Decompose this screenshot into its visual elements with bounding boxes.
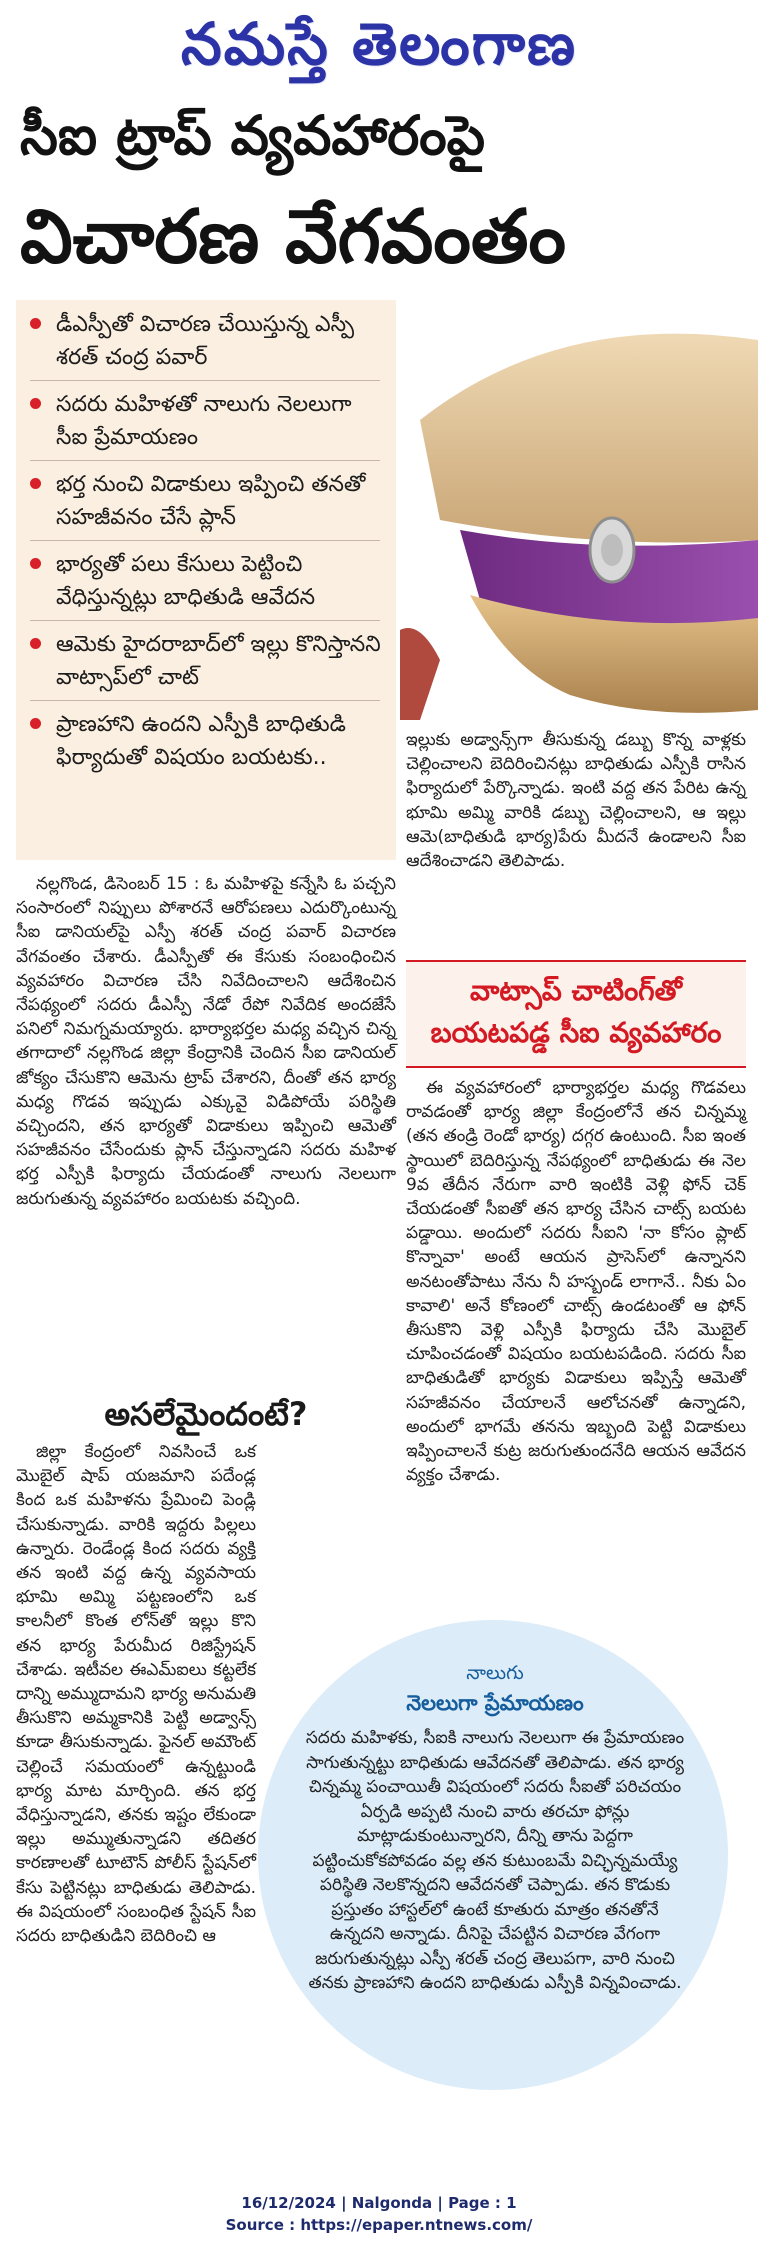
bullet-icon (30, 318, 41, 329)
highlight-item (30, 388, 386, 454)
footer-date-line: 16/12/2024 | Nalgonda | Page : 1 (241, 2194, 517, 2212)
divider (30, 700, 380, 701)
left-column-body (16, 872, 396, 1219)
section-heading: అసలేమైందంటే? (104, 1395, 308, 1433)
bullet-icon (30, 558, 41, 569)
right-column-body (406, 1076, 746, 1495)
highlight-text: డీఎస్పీతో విచారణ చేయిస్తున్న ఎస్పీ శరత్ చంద్ర పవార్ (56, 312, 355, 370)
divider (30, 620, 380, 621)
sidebar-text: సదరు మహిళకు, సీఐకి నాలుగు నెలలుగా ఈ ప్రేమాయణం సాగుతున్నట్టు బాధితుడు ఆవేదనతో తెలిపాడు. తన భార్య చిన్నమ్మ పంచాయితీ విషయంలో సదరు సీఐతో పరిచయం ఏర్పడి అప్పటి నుంచి వారు తరచూ ఫోన్లు మాట్లాడుకుంటున్నారని, దీన్ని తాను పెద్దగా పట్టించుకోకపోవడం వల్ల తన కుటుంబమే విచ్ఛిన్నమయ్యే పరిస్థితి నెలకొన్నదని ఆవేదనతో చెప్పాడు. తన కొడుకు ప్రస్తుతం హాస్టల్‌లో ఉంటే కూతురు మాత్రం తనతోనే ఉన్నదని అన్నాడు. దీనిపై చేపట్టిన విచారణ వేగంగా జరుగుతున్నట్లు ఎస్పీ శరత్ చంద్ర తెలుపగా, వారి నుంచి తనకు ప్రాణహాని ఉందని బాధితుడు ఎస్పీకి విన్నవించాడు. (305, 1728, 685, 1993)
paragraph: జిల్లా కేంద్రంలో నివసించే ఒక మొబైల్ షాప్ యజమాని పదేండ్ల కింద ఒక మహిళను ప్రేమించి పెండ్లి చేసుకున్నాడు. వారికి ఇద్దరు పిల్లలు ఉన్నారు. రెండేండ్ల కింద సదరు వ్యక్తి తన ఇంటి వద్ద ఉన్న వ్యవసాయ భూమి అమ్మి పట్టణంలోని ఒక కాలనీలో కొంత లోన్‌తో ఇల్లు కొని తన భార్య పేరుమీద రిజిస్ట్రేషన్ చేశాడు. ఇటీవల ఈఎమ్ఐలు కట్టలేక దాన్ని అమ్ముదామని భార్య అనుమతి తీసుకొని అమ్మకానికి పెట్టి అడ్వాన్స్ కూడా తీసుకున్నాడు. ఫైనల్ అమౌంట్ చెల్లించే సమయంలో ఉన్నట్టుండి భార్య మాట మార్చింది. తన భర్త వేధిస్తున్నాడని, తనకు ఇష్టం లేకుండా ఇల్లు అమ్ముతున్నాడని తదితర కారణాలతో టూటౌన్ పోలీస్ స్టేషన్‌లో కేసు పెట్టినట్లు బాధితుడు తెలిపాడు. ఈ విషయంలో సంబంధిత స్టేషన్ సీఐ సదరు బాధితుడిని బెదిరించి ఆ (16, 1442, 256, 1947)
bullet-icon (30, 638, 41, 649)
highlight-text: భర్త నుంచి విడాకులు ఇప్పించి తనతో సహజీవనం చేసే ప్లాన్ (56, 472, 366, 530)
highlight-text: సదరు మహిళతో నాలుగు నెలలుగా సీఐ ప్రేమాయణం (56, 392, 352, 450)
highlight-item (30, 548, 386, 614)
sidebar-title-line1: నాలుగు (466, 1662, 524, 1684)
sidebar-title-line2: నెలలుగా ప్రేమాయణం (406, 1691, 584, 1715)
highlight-item (30, 628, 386, 694)
highlight-item (30, 308, 386, 374)
bullet-icon (30, 478, 41, 489)
left-column-body-2 (16, 1440, 256, 1956)
highlight-item (30, 468, 386, 534)
bullet-icon (30, 718, 41, 729)
headline-line1: సీఐ ట్రాప్ వ్యవహారంపై (20, 104, 486, 167)
headline-line2: విచారణ వేగవంతం (20, 194, 566, 280)
divider (30, 540, 380, 541)
masthead-logo: నమస్తే తెలంగాణ (181, 10, 577, 78)
paragraph: ఈ వ్యవహారంలో భార్యాభర్తల మధ్య గొడవలు రావడంతో భార్య జిల్లా కేంద్రంలోనే తన చిన్నమ్మ (తన తండ్రి రెండో భార్య) దగ్గర ఉంటుంది. సీఐ ఇంత స్థాయిలో బెదిరిస్తున్న నేపథ్యంలో బాధితుడు ఈ నెల 9వ తేదీన నేరుగా వారి ఇంటికి వెళ్లి ఫోన్ చెక్ చేయడంతో సీఐతో తన భార్య చేసిన చాట్స్ బయట పడ్డాయి. అందులో సదరు సీఐని 'నా కోసం ప్లాట్ కొన్నావా' అంటే ఆయన ప్రాసెస్‌లో ఉన్నానని అనటంతోపాటు నేను నీ హస్బండ్ లాగానే.. నీకు ఏం కావాలి' అనే కోణంలో చాట్స్ ఉండటంతో ఆ ఫోన్ తీసుకొని వెళ్లి ఎస్పీకి ఫిర్యాదు చేసి మొబైల్ చూపించడంతో విషయం బయటపడింది. సదరు సీఐ బాధితుడితో భార్యకు విడాకులు ఇప్పిస్తే ఆమెతో సహజీవనం చేయాలనే ఆలోచనతో ఉన్నాడని, అందులో భాగమే తనను ఇబ్బంది పెట్టి విడాకులు ఇప్పించాలనే కుట్ర జరుగుతుందనేది ఆయన ఆవేదన వ్యక్తం చేశాడు. (406, 1078, 746, 1486)
subheading-line2: బయటపడ్డ సీఐ వ్యవహారం (430, 1016, 722, 1049)
highlight-text: ప్రాణహాని ఉందని ఎస్పీకి బాధితుడి ఫిర్యాదుతో విషయం బయటకు.. (56, 712, 346, 770)
paragraph: ఇల్లుకు అడ్వాన్స్‌గా తీసుకున్న డబ్బు కొన్న వాళ్లకు చెల్లించాలని బెదిరించినట్లు బాధితుడు ఎస్పీకి రాసిన ఫిర్యాదులో పేర్కొన్నాడు. ఇంటి వద్ద తన పేరిట ఉన్న భూమి అమ్మి వారికి డబ్బు చెల్లించాలని, ఆ ఇల్లు ఆమె(బాధితుడి భార్య)పేరు మీదనే ఉండాలని సీఐ ఆదేశించాడని తెలిపాడు. (406, 730, 746, 872)
paragraph: నల్లగొండ, డిసెంబర్ 15 : ఓ మహిళపై కన్నేసి ఓ పచ్చని సంసారంలో నిప్పులు పోశారనే ఆరోపణలు ఎదుర్కొంటున్న సీఐ డానియల్‌పై ఎస్పీ శరత్ చంద్ర పవార్ విచారణ వేగవంతం చేశారు. డీఎస్పీతో ఈ కేసుకు సంబంధించిన వ్యవహారం విచారణ చేసి నివేదించాలని ఆదేశించిన నేపథ్యంలో సదరు డీఎస్పీ నేడో రేపో నివేదిక అందజేసే పనిలో నిమగ్నమయ్యారు. భార్యాభర్తల మధ్య వచ్చిన చిన్న తగాదాలో నల్లగొండ జిల్లా కేంద్రానికి చెందిన సీఐ డానియల్ జోక్యం చేసుకొని ఆమెను ట్రాప్ చేశారని, దీంతో తన భార్య మధ్య గొడవ ఇప్పుడు ఎక్కువై విడిపోయే పరిస్థితి వచ్చిందని, తన భార్యతో విడాకులు ఇప్పించి ఆమెతో సహజీవనం చేసేందుకు ప్లాన్ చేస్తున్నాడని సదరు మహిళ భర్త ఎస్పీకి ఫిర్యాదు చేయడంతో నాలుగు నెలలుగా జరుగుతున్న వ్యవహారం బయటకు వచ్చింది. (16, 874, 396, 1209)
subheading-line1: వాట్సాప్ చాటింగ్‌తో (470, 974, 682, 1007)
highlight-text: భార్యతో పలు కేసులు పెట్టించి వేధిస్తున్నట్లు బాధితుడి ఆవేదన (56, 552, 316, 610)
highlight-text: ఆమెకు హైదరాబాద్‌లో ఇల్లు కొనిస్తానని వాట్సాప్‌లో చాట్ (56, 632, 381, 690)
footer (0, 2192, 758, 2236)
footer-source-link[interactable]: Source : https://epaper.ntnews.com/ (225, 2216, 533, 2234)
subheading-box (406, 960, 746, 1068)
right-column-intro (406, 728, 746, 881)
highlights-box (16, 300, 396, 860)
bullet-icon (30, 398, 41, 409)
highlight-item (30, 708, 386, 774)
divider (30, 380, 380, 381)
sidebar-content (290, 1640, 700, 2050)
police-cap-image (400, 300, 758, 720)
divider (30, 460, 380, 461)
